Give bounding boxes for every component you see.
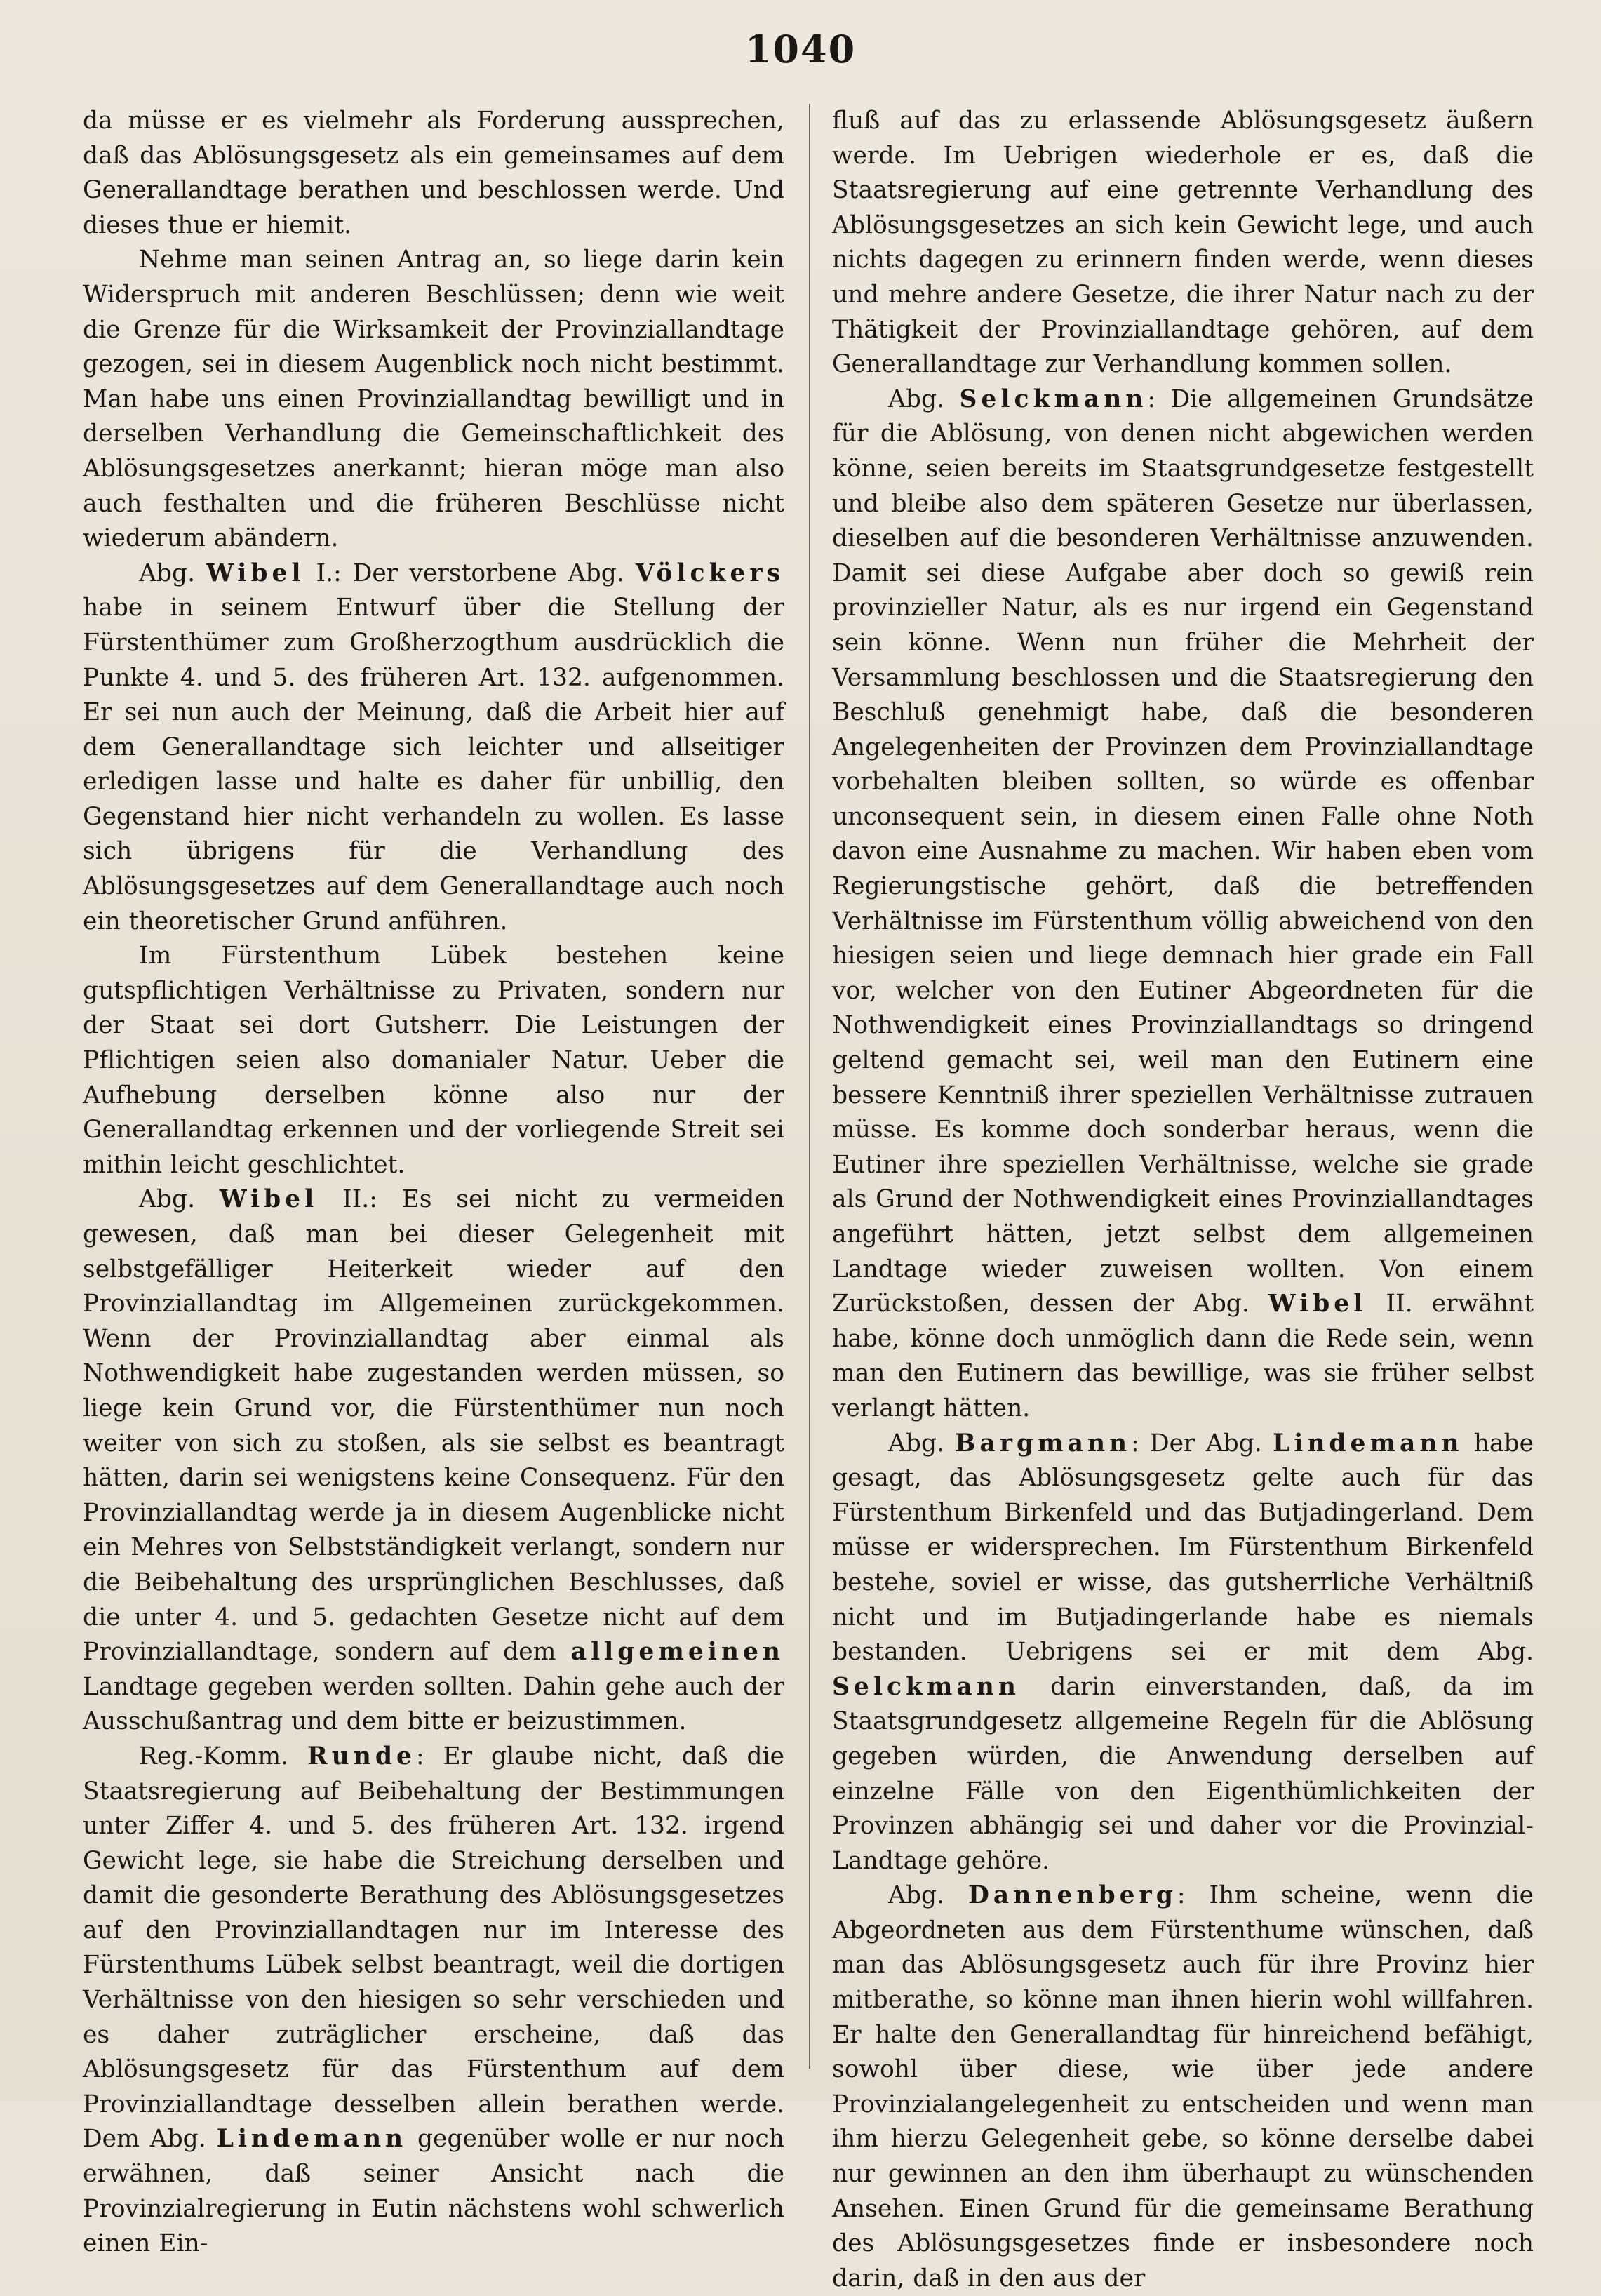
page-number: 1040 (744, 27, 857, 72)
referenced-name: Wibel (1268, 1290, 1367, 1319)
speech-text: habe in seinem Entwurf über die Stellung der Fürstenthümer zum Großherzogthum ausdrücklich die Punkte 4. und 5. des früheren Art. 132. aufgenommen. Er sei nun auch der Meinung, daß die Arbeit hier auf dem Generallandtage sich leichter und allseitiger erledigen lasse und halte es daher für unbillig, den Gegenstand hier nicht verhandeln zu wollen. Es lasse sich übrigens für die Verhandlung des Ablösungsgesetzes auf dem Generallandtage auch noch ein theoretischer Grund anführen. (83, 594, 784, 935)
referenced-name: Selckmann (832, 1672, 1020, 1701)
speaker-name: Dannenberg (968, 1881, 1177, 1910)
column-divider (809, 104, 810, 2069)
speech-text: Ihm scheine, wenn die Abgeordneten aus dem Fürstenthume wünschen, daß man das Ablösungsgesetz auch für ihre Provinz hier mitberathe, so könne man ihnen hierin wohl willfahren. Er halte den Generallandtag für hinreichend befähigt, sowohl über diese, wie über jede andere Provinzialangelegenheit zu entscheiden und wenn man ihm hierzu Gelegenheit gebe, so könne derselbe dabei nur gewinnen an den ihm überhaupt zu wünschenden Ansehen. Einen Grund für die gemeinsame Berathung des Ablösungsgesetzes finde er insbesondere noch darin, daß in den aus der (832, 1881, 1534, 2292)
right-column (832, 104, 1534, 2292)
speech-dannenberg (832, 1878, 1534, 2296)
speaker-title: Abg. (888, 1881, 945, 1910)
referenced-name: Lindemann (216, 2125, 408, 2154)
speech-text: darin einverstanden, daß, da im Staatsgrundgesetz allgemeine Regeln für die Ablösung gegeben würden, die Anwendung derselben auf einzelne Fälle von den Eigenthümlichkeiten der Provinzen abhängig sei und daher vor die Provinzial-Landtage gehöre. (832, 1672, 1534, 1875)
speaker-name: Runde (307, 1742, 416, 1770)
left-column (83, 104, 785, 2258)
speaker-name: Selckmann (959, 385, 1148, 413)
speech-text: Landtage gegeben werden sollten. Dahin gehe auch der Ausschußantrag und dem bitte er beizustimmen. (83, 1672, 784, 1736)
speaker-name: Wibel (206, 559, 305, 587)
speech-wibel-2 (83, 1182, 784, 1740)
speaker-title: Abg. (888, 385, 945, 413)
speaker-suffix: : (415, 1742, 424, 1770)
speech-text: II. erwähnt habe, könne doch unmöglich dann die Rede sein, wenn man den Eutinern das bewillige, was sie früher selbst verlangt hätten. (832, 1290, 1534, 1422)
speech-text: habe gesagt, das Ablösungsgesetz gelte auch für das Fürstenthum Birkenfeld und das Butjadingerland. Dem müsse er widersprechen. Im Fürstenthum Birkenfeld bestehe, soviel er wisse, das gutsherrliche Verhältniß nicht und im Butjadingerlande habe es niemals bestanden. Uebrigens sei er mit dem Abg. (832, 1429, 1534, 1667)
speaker-suffix: : (1177, 1881, 1186, 1910)
speaker-title: Abg. (139, 559, 196, 587)
speech-bargmann (832, 1427, 1534, 1879)
speech-wibel-1 (83, 556, 784, 940)
speech-runde (83, 1740, 784, 2262)
speaker-suffix: : (1147, 385, 1156, 413)
speaker-title: Abg. (888, 1429, 945, 1457)
speaker-title: Reg.-Komm. (139, 1742, 289, 1770)
paragraph: fluß auf das zu erlassende Ablösungsgesetz äußern werde. Im Uebrigen wiederhole er es, daß die Staatsregierung auf eine getrennte Verhandlung des Ablösungsgesetzes an sich kein Gewicht lege, und auch nichts dagegen zu erinnern finden werde, wenn dieses und mehre andere Gesetze, die ihrer Natur nach zu der Thätigkeit der Provinziallandtage gehören, auf dem Generallandtage zur Verhandlung kommen sollen. (832, 107, 1534, 379)
speech-text: Der Abg. (1149, 1429, 1262, 1457)
paragraph: da müsse er es vielmehr als Forderung aussprechen, daß das Ablösungsgesetz als ein gemeinsames auf dem Generallandtage berathen und beschlossen werde. Und dieses thue er hiemit. (83, 107, 784, 239)
speaker-suffix: I.: (316, 559, 342, 587)
speaker-title: Abg. (139, 1185, 196, 1214)
speech-text: gegenüber wolle er nur noch erwähnen, daß seiner Ansicht nach die Provinzialregierung in Eutin nächstens wohl schwerlich einen Ein- (83, 2125, 784, 2258)
speech-text: Die allgemeinen Grundsätze für die Ablösung, von denen nicht abgewichen werden könne, seien bereits im Staatsgrundgesetze festgestellt und bleibe also dem späteren Gesetze nur überlassen, dieselben auf die besonderen Verhältnisse anzuwenden. Damit sei diese Aufgabe aber doch so gewiß rein provinzieller Natur, als es nur irgend ein Gegenstand sein könne. Wenn nun früher die Mehrheit der Versammlung beschlossen und die Staatsregierung den Beschluß genehmigt habe, daß die besonderen Angelegenheiten der Provinzen dem Provinziallandtage vorbehalten bleiben sollten, so würde es offenbar unconsequent sein, in diesem einen Falle ohne Noth davon eine Ausnahme zu machen. Wir haben eben vom Regierungstische gehört, daß die betreffenden Verhältnisse im Fürstenthum völlig abweichend von den hiesigen seien und liege demnach hier grade ein Fall vor, welcher von den Eutiner Abgeordneten für die Nothwendigkeit eines Provinziallandtags so dringend geltend gemacht sei, weil man den Eutinern eine bessere Kenntniß ihrer speziellen Verhältnisse zutrauen müsse. Es komme doch sonderbar heraus, wenn die Eutiner ihre speziellen Verhältnisse, welche sie grade als Grund der Nothwendigkeit eines Provinziallandtages angeführt hätten, jetzt selbst dem allgemeinen Landtage wieder zuweisen wollten. Von einem Zurückstoßen, dessen der Abg. (832, 385, 1534, 1319)
paragraph: Im Fürstenthum Lübek bestehen keine gutspflichtigen Verhältnisse zu Privaten, sondern nur der Staat sei dort Gutsherr. Die Leistungen der Pflichtigen seien also domanialer Natur. Ueber die Aufhebung derselben könne also nur der Generallandtag erkennen und der vorliegende Streit sei mithin leicht geschlichtet. (83, 942, 784, 1179)
paragraph: Nehme man seinen Antrag an, so liege darin kein Widerspruch mit anderen Beschlüssen; denn wie weit die Grenze für die Wirksamkeit der Provinziallandtage gezogen, sei in diesem Augenblick noch nicht bestimmt. Man habe uns einen Provinziallandtag bewilligt und in derselben Verhandlung die Gemeinschaftlichkeit des Ablösungsgesetzes anerkannt; hieran möge man also auch festhalten und die früheren Beschlüsse nicht wiederum abändern. (83, 246, 784, 553)
emphasis: allgemeinen (570, 1638, 785, 1667)
speaker-name: Bargmann (955, 1429, 1132, 1457)
speech-text: Der verstorbene Abg. (352, 559, 624, 587)
speaker-name: Wibel (219, 1185, 319, 1214)
speech-text: Er glaube nicht, daß die Staatsregierung auf Beibehaltung der Bestimmungen unter Ziffer 4. und 5. des früheren Art. 132. irgend Gewicht lege, sie habe die Streichung derselben und damit die gesonderte Berathung des Ablösungsgesetzes auf den Provinziallandtagen nur im Interesse des Fürstenthums Lübek selbst beantragt, weil die dortigen Verhältnisse von den hiesigen so sehr verschieden und es daher zuträglicher erscheine, daß das Ablösungsgesetz für das Fürstenthum auf dem Provinziallandtage desselben allein berathen werde. Dem Abg. (83, 1742, 785, 2154)
speaker-suffix: II.: (342, 1185, 377, 1214)
speaker-suffix: : (1131, 1429, 1139, 1457)
referenced-name: Völckers (635, 559, 784, 587)
referenced-name: Lindemann (1272, 1429, 1463, 1457)
speech-text: Es sei nicht zu vermeiden gewesen, daß man bei dieser Gelegenheit mit selbstgefälliger Heiterkeit wieder auf den Provinziallandtag im Allgemeinen zurückgekommen. Wenn der Provinziallandtag aber einmal als Nothwendigkeit habe zugestanden werden müssen, so liege kein Grund vor, die Fürstenthümer nun noch weiter von sich zu stoßen, als sie selbst es beantragt hätten, darin sei wenigstens keine Consequenz. Für den Provinziallandtag werde ja in diesem Augenblicke nicht ein Mehres von Selbstständigkeit verlangt, sondern nur die Beibehaltung des ursprünglichen Beschlusses, daß die unter 4. und 5. gedachten Gesetze nicht auf dem Provinziallandtage, sondern auf dem (83, 1185, 784, 1667)
speech-selckmann (832, 382, 1534, 1427)
